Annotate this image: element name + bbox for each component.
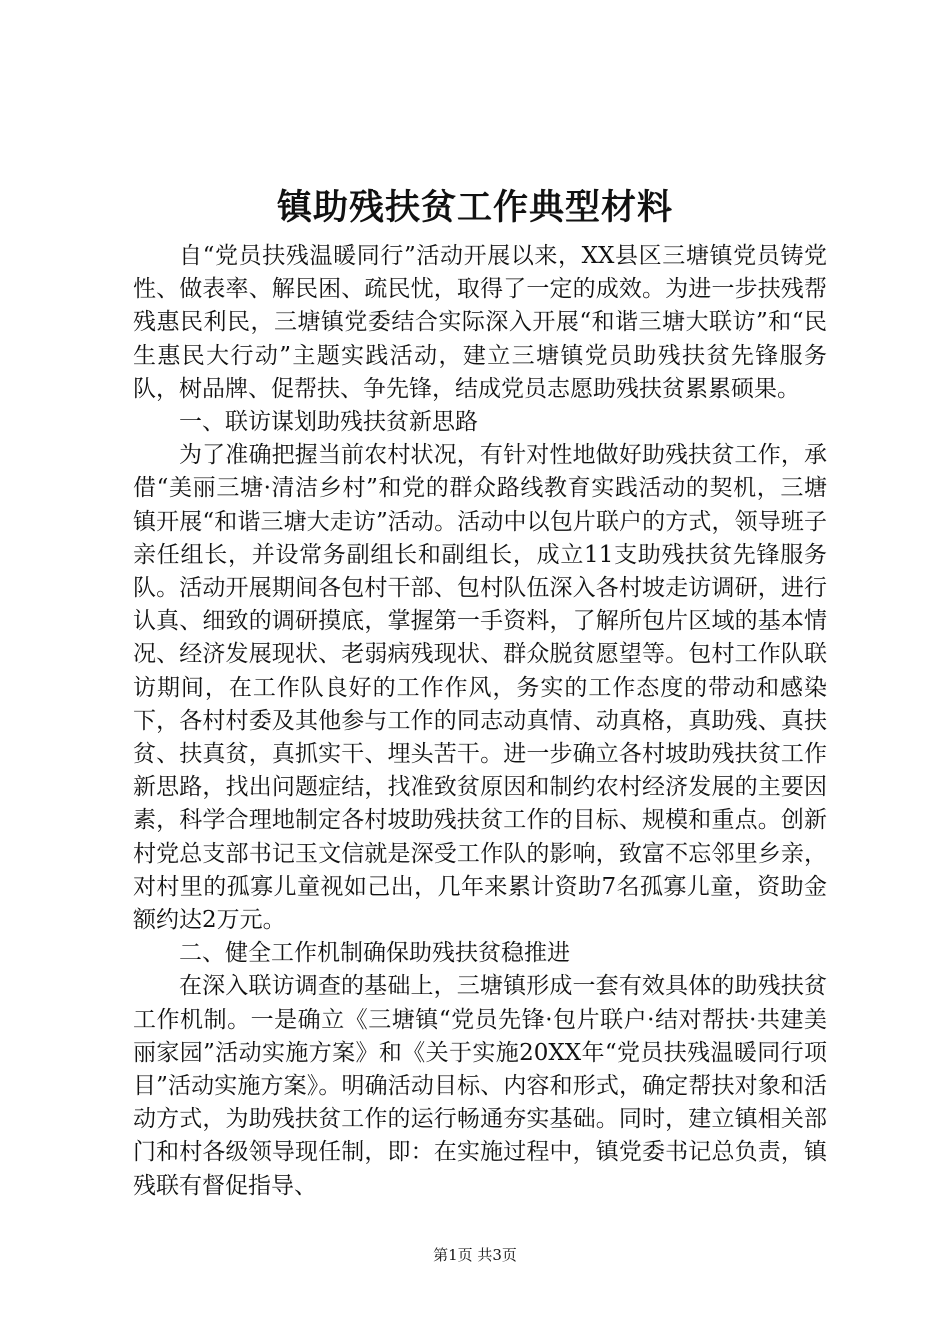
section-heading-2: 二、健全工作机制确保助残扶贫稳推进	[179, 940, 570, 967]
document-title: 镇助残扶贫工作典型材料	[276, 187, 673, 228]
paragraph-section-1: 为了准确把握当前农村状况，有针对性地做好助残扶贫工作，承借“美丽三塘·清洁乡村”和党的群众路线教育实践活动的契机，三塘镇开展“和谐三塘大走访”活动。活动中以包片联户的方式，领导班子亲任组长，并设常务副组长和副组长，成立11支助残扶贫先锋服务队。活动开展期间各包村干部、包村队伍深入各村坡走访调研，进行认真、细致的调研摸底，掌握第一手资料，了解所包片区域的基本情况、经济发展现状、老弱病残现状、群众脱贫愿望等。包村工作队联访期间，在工作队良好的工作作风，务实的工作态度的带动和感染下，各村村委及其他参与工作的同志动真情、动真格，真助残、真扶贫、扶真贫，真抓实干、埋头苦干。进一步确立各村坡助残扶贫工作新思路，找出问题症结，找准致贫原因和制约农村经济发展的主要因素，科学合理地制定各村坡助残扶贫工作的目标、规模和重点。创新村党总支部书记玉文信就是深受工作队的影响，致富不忘邻里乡亲，对村里的孤寡儿童视如己出，几年来累计资助7名孤寡儿童，资助金额约达2万元。	[133, 442, 827, 934]
document-body	[133, 240, 827, 1203]
page-footer	[0, 1243, 950, 1267]
page-number-label: 第1页 共3页	[433, 1246, 517, 1264]
section-heading-1: 一、联访谋划助残扶贫新思路	[179, 409, 478, 436]
paragraph-intro: 自“党员扶残温暖同行”活动开展以来，XX县区三塘镇党员铸党性、做表率、解民困、疏民忧，取得了一定的成效。为进一步扶残帮残惠民利民，三塘镇党委结合实际深入开展“和谐三塘大联访”和“民生惠民大行动”主题实践活动，建立三塘镇党员助残扶贫先锋服务队，树品牌、促帮扶、争先锋，结成党员志愿助残扶贫累累硕果。	[133, 243, 827, 402]
paragraph-section-2: 在深入联访调查的基础上，三塘镇形成一套有效具体的助残扶贫工作机制。一是确立《三塘镇“党员先锋·包片联户·结对帮扶·共建美丽家园”活动实施方案》和《关于实施20XX年“党员扶残温暖同行项目”活动实施方案》。明确活动目标、内容和形式，确定帮扶对象和活动方式，为助残扶贫工作的运行畅通夯实基础。同时，建立镇相关部门和村各级领导现任制，即：在实施过程中，镇党委书记总负责，镇残联有督促指导、	[133, 973, 827, 1199]
